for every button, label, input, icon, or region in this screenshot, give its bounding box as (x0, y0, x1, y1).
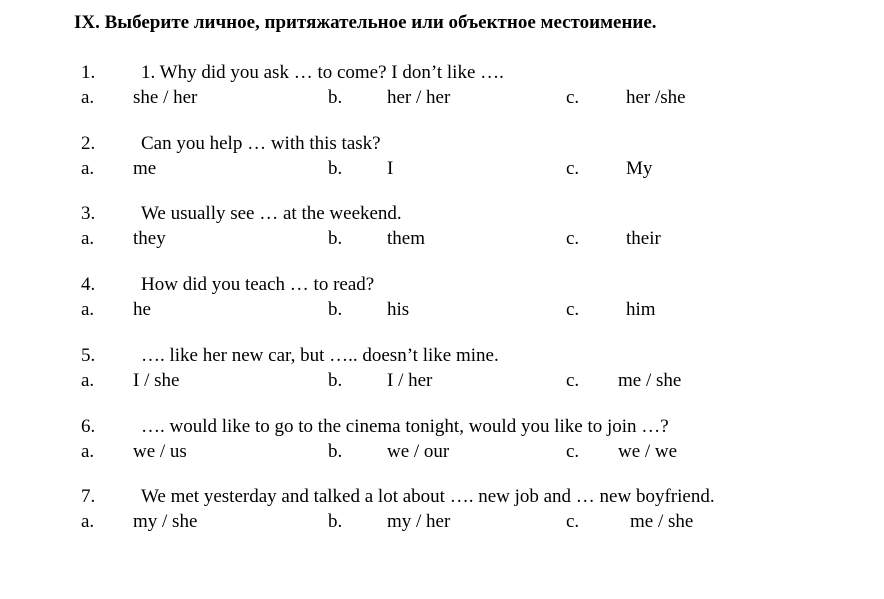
option-a-text: we / us (133, 441, 187, 462)
question-stem: How did you teach … to read? (141, 274, 375, 295)
option-b-label: b. (328, 370, 343, 391)
option-c-text: we / we (618, 441, 678, 462)
question-6 (0, 416, 884, 468)
option-b-label: b. (328, 511, 343, 532)
option-b-label: b. (328, 228, 343, 249)
option-b-text: his (387, 299, 410, 320)
option-c-text: My (626, 158, 653, 179)
question-4 (0, 274, 884, 326)
option-a-label: a. (81, 228, 95, 249)
option-a-text: they (133, 228, 166, 249)
question-number: 3. (81, 203, 96, 224)
option-a-text: my / she (133, 511, 198, 532)
option-b-label: b. (328, 299, 343, 320)
option-a-text: he (133, 299, 151, 320)
option-b-text: I / her (387, 370, 433, 391)
option-b-label: b. (328, 158, 343, 179)
question-number: 1. (81, 62, 96, 83)
option-c-label: c. (566, 228, 580, 249)
option-a-label: a. (81, 87, 95, 108)
question-number: 5. (81, 345, 96, 366)
question-7 (0, 486, 884, 538)
option-a-label: a. (81, 299, 95, 320)
option-b-label: b. (328, 87, 343, 108)
option-a-label: a. (81, 158, 95, 179)
question-stem: 1. Why did you ask … to come? I don’t like …. (141, 62, 504, 83)
option-b-text: my / her (387, 511, 451, 532)
question-number: 2. (81, 133, 96, 154)
option-c-label: c. (566, 87, 580, 108)
option-b-text: them (387, 228, 425, 249)
question-5 (0, 345, 884, 397)
question-stem: …. like her new car, but ….. doesn’t like mine. (141, 345, 499, 366)
question-stem: …. would like to go to the cinema tonight, would you like to join …? (141, 416, 669, 437)
option-c-text: him (626, 299, 656, 320)
option-a-text: me (133, 158, 157, 179)
option-b-text: her / her (387, 87, 451, 108)
option-b-label: b. (328, 441, 343, 462)
question-2 (0, 133, 884, 185)
option-c-label: c. (566, 511, 580, 532)
question-1 (0, 62, 884, 114)
option-a-label: a. (81, 441, 95, 462)
option-a-label: a. (81, 511, 95, 532)
option-c-text: me / she (618, 370, 682, 391)
question-number: 4. (81, 274, 96, 295)
option-c-label: c. (566, 441, 580, 462)
option-c-label: c. (566, 299, 580, 320)
question-number: 7. (81, 486, 96, 507)
question-number: 6. (81, 416, 96, 437)
option-a-label: a. (81, 370, 95, 391)
option-b-text: we / our (387, 441, 450, 462)
option-b-text: I (387, 158, 394, 179)
question-stem: We usually see … at the weekend. (141, 203, 402, 224)
question-stem: Can you help … with this task? (141, 133, 381, 154)
option-a-text: I / she (133, 370, 180, 391)
question-3 (0, 203, 884, 255)
page-title: IX. Выберите личное, притяжательное или объектное местоимение. (74, 12, 657, 33)
question-stem: We met yesterday and talked a lot about …. new job and … new boyfriend. (141, 486, 715, 507)
option-c-text: her /she (626, 87, 686, 108)
option-a-text: she / her (133, 87, 198, 108)
option-c-label: c. (566, 370, 580, 391)
option-c-text: me / she (630, 511, 694, 532)
option-c-text: their (626, 228, 661, 249)
option-c-label: c. (566, 158, 580, 179)
